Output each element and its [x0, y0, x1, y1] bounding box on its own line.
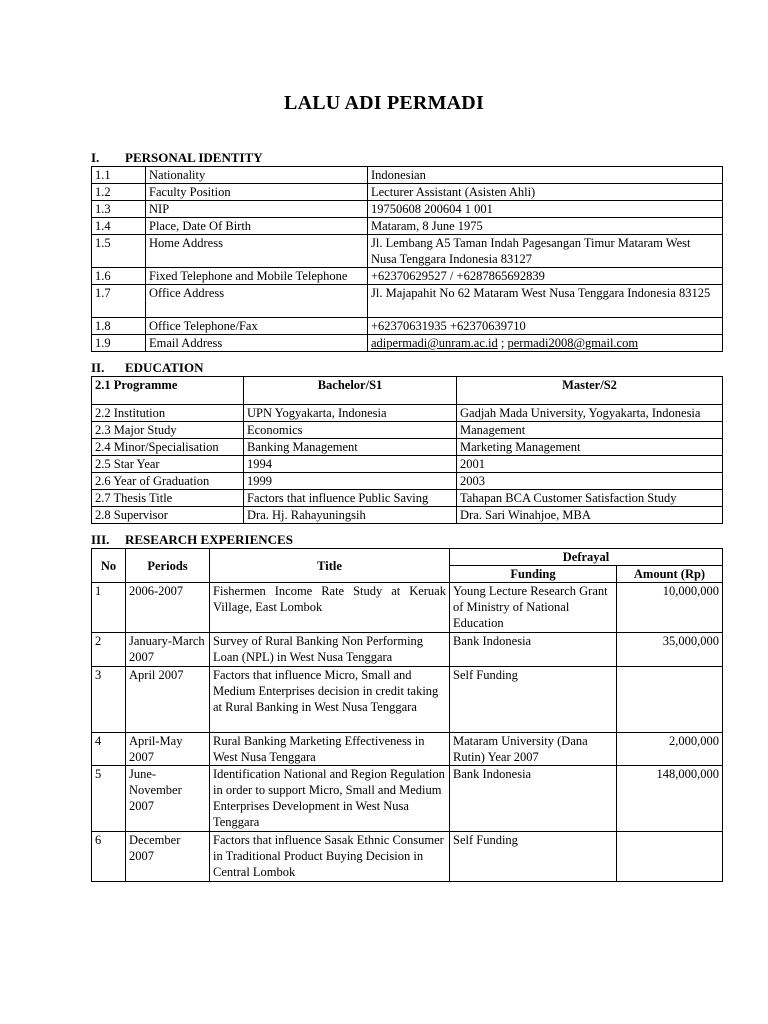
table-row: [92, 318, 723, 335]
field-label: 2.6 Year of Graduation: [92, 473, 244, 490]
column-header-funding: Funding: [450, 566, 617, 583]
field-value: +62370631935 +62370639710: [368, 318, 723, 335]
bachelor-value: Banking Management: [244, 439, 457, 456]
research-title: Factors that influence Sasak Ethnic Consumer in Traditional Product Buying Decision in Central Lombok: [210, 832, 450, 882]
email-link-primary[interactable]: adipermadi@unram.ac.id: [371, 336, 498, 350]
research-amount: 35,000,000: [617, 633, 723, 667]
table-row: [92, 733, 723, 766]
research-title: Factors that influence Micro, Small and Medium Enterprises decision in credit taking at Rural Banking in West Nusa Tenggara: [210, 667, 450, 733]
table-row: [92, 218, 723, 235]
research-title: Fishermen Income Rate Study at Keruak Village, East Lombok: [210, 583, 450, 633]
field-label: Home Address: [146, 235, 368, 268]
table-row: [92, 285, 723, 318]
bachelor-value: 1994: [244, 456, 457, 473]
document-title: LALU ADI PERMADI: [284, 92, 484, 114]
column-header-amount: Amount (Rp): [617, 566, 723, 583]
table-row: [92, 667, 723, 733]
table-header-row: [92, 549, 723, 566]
field-label: 2.7 Thesis Title: [92, 490, 244, 507]
column-header-title: Title: [210, 549, 450, 583]
research-amount: 10,000,000: [617, 583, 723, 633]
field-label: Nationality: [146, 167, 368, 184]
field-label: Fixed Telephone and Mobile Telephone: [146, 268, 368, 285]
master-value: Tahapan BCA Customer Satisfaction Study: [457, 490, 723, 507]
row-number: 1.9: [92, 335, 146, 352]
master-value: Management: [457, 422, 723, 439]
bachelor-value: Dra. Hj. Rahayuningsih: [244, 507, 457, 524]
table-row: [92, 439, 723, 456]
research-amount: 2,000,000: [617, 733, 723, 766]
research-period: January-March 2007: [126, 633, 210, 667]
research-number: 1: [92, 583, 126, 633]
research-funding: Self Funding: [450, 667, 617, 733]
field-value: 19750608 200604 1 001: [368, 201, 723, 218]
research-number: 2: [92, 633, 126, 667]
bachelor-value: Economics: [244, 422, 457, 439]
row-number: 1.7: [92, 285, 146, 318]
table-row: [92, 633, 723, 667]
column-header: Bachelor/S1: [244, 377, 457, 405]
research-period: April-May 2007: [126, 733, 210, 766]
research-period: December 2007: [126, 832, 210, 882]
section-number: II.: [91, 360, 105, 375]
section-number: I.: [91, 150, 100, 165]
email-separator: ;: [497, 336, 508, 350]
research-number: 3: [92, 667, 126, 733]
research-number: 6: [92, 832, 126, 882]
table-row: [92, 583, 723, 633]
field-value: [368, 335, 723, 352]
table-row: [92, 766, 723, 832]
row-number: 1.3: [92, 201, 146, 218]
research-amount: [617, 667, 723, 733]
research-number: 4: [92, 733, 126, 766]
bachelor-value: Factors that influence Public Saving: [244, 490, 457, 507]
row-number: 1.6: [92, 268, 146, 285]
table-row: [92, 456, 723, 473]
table-row: [92, 473, 723, 490]
field-label: Office Address: [146, 285, 368, 318]
field-value: Mataram, 8 June 1975: [368, 218, 723, 235]
row-number: 1.5: [92, 235, 146, 268]
master-value: Gadjah Mada University, Yogyakarta, Indonesia: [457, 405, 723, 422]
field-label: 2.2 Institution: [92, 405, 244, 422]
field-label: Faculty Position: [146, 184, 368, 201]
field-value: Jl. Lembang A5 Taman Indah Pagesangan Timur Mataram West Nusa Tenggara Indonesia 83127: [368, 235, 723, 268]
field-label: Email Address: [146, 335, 368, 352]
row-number: 1.2: [92, 184, 146, 201]
research-experiences-table: [91, 548, 723, 882]
personal-identity-table: [91, 166, 723, 352]
field-value: +62370629527 / +6287865692839: [368, 268, 723, 285]
field-label: Office Telephone/Fax: [146, 318, 368, 335]
field-label: 2.5 Star Year: [92, 456, 244, 473]
education-table: [91, 376, 723, 524]
field-label: 2.3 Major Study: [92, 422, 244, 439]
research-amount: 148,000,000: [617, 766, 723, 832]
table-row: [92, 268, 723, 285]
table-row: [92, 201, 723, 218]
field-value: Lecturer Assistant (Asisten Ahli): [368, 184, 723, 201]
section-title: EDUCATION: [125, 360, 204, 375]
research-period: 2006-2007: [126, 583, 210, 633]
bachelor-value: UPN Yogyakarta, Indonesia: [244, 405, 457, 422]
email-link-secondary[interactable]: permadi2008@gmail.com: [507, 336, 639, 350]
table-row: [92, 422, 723, 439]
column-header: 2.1 Programme: [92, 377, 244, 405]
research-funding: Bank Indonesia: [450, 633, 617, 667]
table-header-row: [92, 377, 723, 405]
column-header-periods: Periods: [126, 549, 210, 583]
section-title: PERSONAL IDENTITY: [125, 150, 263, 165]
field-value: Indonesian: [368, 167, 723, 184]
field-label: 2.8 Supervisor: [92, 507, 244, 524]
row-number: 1.1: [92, 167, 146, 184]
research-funding: Self Funding: [450, 832, 617, 882]
master-value: Marketing Management: [457, 439, 723, 456]
section-number: III.: [91, 532, 110, 547]
table-row: [92, 405, 723, 422]
research-title: Identification National and Region Regulation in order to support Micro, Small and Medium Enterprises Development in West Nusa Tenggara: [210, 766, 450, 832]
research-amount: [617, 832, 723, 882]
column-header-defrayal: Defrayal: [450, 549, 723, 566]
master-value: Dra. Sari Winahjoe, MBA: [457, 507, 723, 524]
master-value: 2003: [457, 473, 723, 490]
research-number: 5: [92, 766, 126, 832]
field-label: Place, Date Of Birth: [146, 218, 368, 235]
section-title: RESEARCH EXPERIENCES: [125, 532, 293, 547]
table-row: [92, 184, 723, 201]
master-value: 2001: [457, 456, 723, 473]
research-title: Survey of Rural Banking Non Performing Loan (NPL) in West Nusa Tenggara: [210, 633, 450, 667]
research-funding: Bank Indonesia: [450, 766, 617, 832]
table-row: [92, 832, 723, 882]
section-education-heading: [91, 360, 204, 375]
field-value: Jl. Majapahit No 62 Mataram West Nusa Tenggara Indonesia 83125: [368, 285, 723, 318]
research-period: April 2007: [126, 667, 210, 733]
field-label: 2.4 Minor/Specialisation: [92, 439, 244, 456]
table-row: [92, 235, 723, 268]
bachelor-value: 1999: [244, 473, 457, 490]
row-number: 1.4: [92, 218, 146, 235]
table-row: [92, 490, 723, 507]
table-row: [92, 167, 723, 184]
row-number: 1.8: [92, 318, 146, 335]
table-row: [92, 335, 723, 352]
research-funding: Young Lecture Research Grant of Ministry of National Education: [450, 583, 617, 633]
column-header-no: No: [92, 549, 126, 583]
field-label: NIP: [146, 201, 368, 218]
column-header: Master/S2: [457, 377, 723, 405]
research-period: June-November 2007: [126, 766, 210, 832]
section-personal-identity-heading: [91, 150, 263, 165]
table-row: [92, 507, 723, 524]
research-funding: Mataram University (Dana Rutin) Year 2007: [450, 733, 617, 766]
research-title: Rural Banking Marketing Effectiveness in West Nusa Tenggara: [210, 733, 450, 766]
section-research-heading: [91, 532, 293, 547]
